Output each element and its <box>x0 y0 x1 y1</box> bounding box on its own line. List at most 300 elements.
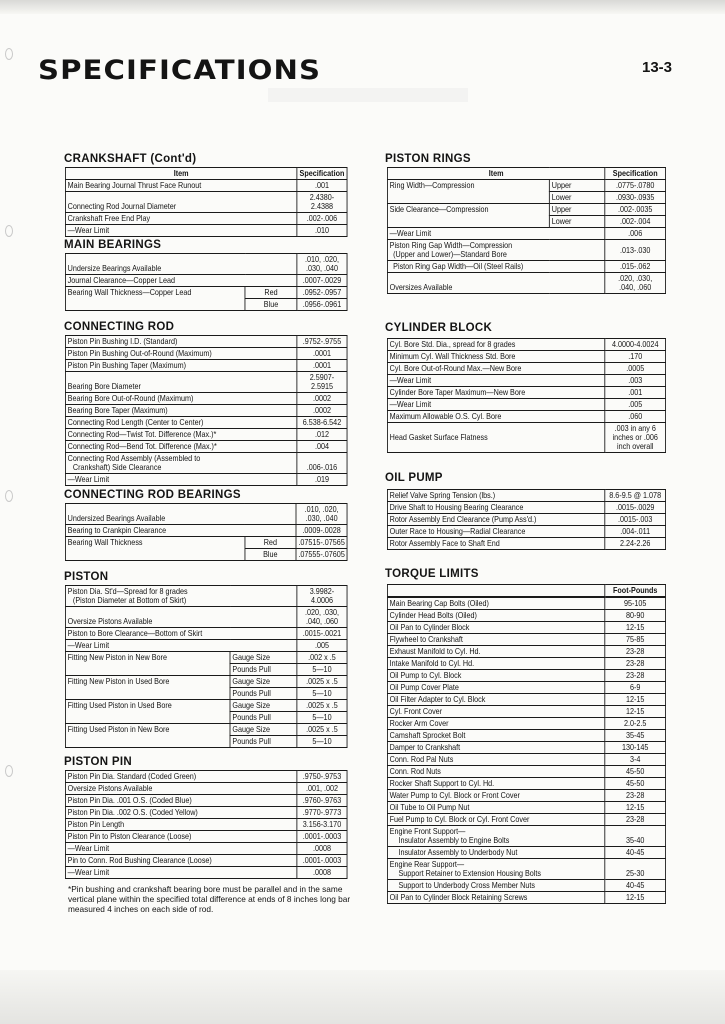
table-row <box>65 628 347 640</box>
spec-cell: 40-45 <box>605 847 666 859</box>
table-row <box>387 646 665 658</box>
item-cell: —Wear Limit <box>387 375 604 387</box>
spec-cell: .0001-.0003 <box>297 831 347 843</box>
table-row <box>65 429 347 441</box>
spec-cell: .0025 x .5 <box>297 700 347 712</box>
binder-hole-mark <box>5 225 13 237</box>
spec-cell: 3.9982-4.0006 <box>297 586 347 607</box>
page-number: 13-3 <box>642 59 673 76</box>
item-cell: Piston Pin Bushing Taper (Maximum) <box>65 360 296 372</box>
torque-limits-table <box>387 584 666 904</box>
item-cell: Piston Pin Bushing Out-of-Round (Maximum) <box>65 348 296 360</box>
table-row <box>387 670 665 682</box>
table-row <box>387 538 665 550</box>
column-header-specification: Specification <box>297 168 347 180</box>
spec-cell: .9760-.9763 <box>297 795 347 807</box>
item-cell: Piston Pin Bushing I.D. (Standard) <box>65 336 296 348</box>
spec-cell: .001 <box>605 387 666 399</box>
column-header-specification: Specification <box>605 168 666 180</box>
item-cell: Support to Underbody Cross Member Nuts <box>387 880 604 892</box>
table-row <box>65 700 347 712</box>
table-row <box>65 607 347 628</box>
table-row <box>65 441 347 453</box>
item-cell <box>387 826 604 847</box>
spec-cell: 12-15 <box>605 706 666 718</box>
spec-cell: 23-28 <box>605 670 666 682</box>
spec-cell: 12-15 <box>605 622 666 634</box>
item-cell: Undersized Bearings Available <box>65 504 296 525</box>
spec-cell: 75-85 <box>605 634 666 646</box>
spec-line: inches or .006 <box>612 433 658 442</box>
spec-cell: .9752-.9755 <box>297 336 347 348</box>
spec-cell: .0001 <box>297 348 347 360</box>
item-cell: Connecting Rod—Twist Tot. Difference (Max.)* <box>65 429 296 441</box>
spec-cell: .0008 <box>297 843 347 855</box>
spec-cell: .006-.016 <box>297 453 347 474</box>
table-row <box>65 586 347 607</box>
item-line: Engine Rear Support— <box>389 860 465 869</box>
spec-cell <box>296 504 347 525</box>
crankshaft-table <box>65 167 347 237</box>
spec-cell: 35-40 <box>605 826 666 847</box>
table-row <box>65 855 347 867</box>
table-header-row <box>387 585 665 598</box>
column-header-foot-pounds: Foot-Pounds <box>605 585 666 598</box>
item-line: Insulator Assembly to Engine Bolts <box>398 836 510 845</box>
spec-cell: .9750-.9753 <box>297 771 347 783</box>
sub-label-cell: Gauge Size <box>230 724 297 736</box>
item-cell <box>387 240 604 261</box>
table-row <box>65 180 347 192</box>
connecting-rod-table <box>65 335 347 486</box>
table-row <box>65 453 347 474</box>
table-row <box>65 417 347 429</box>
table-row <box>387 363 665 375</box>
sub-label-cell: Pounds Pull <box>230 736 297 748</box>
item-cell <box>65 586 296 607</box>
spec-cell: .0775-.0780 <box>605 180 666 192</box>
item-cell: Fitting New Piston in New Bore <box>65 652 230 676</box>
spec-cell: .0001-.0003 <box>297 855 347 867</box>
spec-cell: .0015-.0021 <box>297 628 347 640</box>
piston-title: PISTON <box>64 571 109 583</box>
item-cell: —Wear Limit <box>387 228 604 240</box>
spec-cell: .9770-.9773 <box>297 807 347 819</box>
spec-cell: 23-28 <box>605 646 666 658</box>
spec-line: .010, .020, <box>304 255 339 264</box>
spec-line: inch overall <box>616 442 654 451</box>
item-cell: Cyl. Front Cover <box>387 706 604 718</box>
column-header-blank <box>387 585 604 598</box>
table-row <box>387 880 665 892</box>
table-row <box>65 819 347 831</box>
spec-cell: .07515-.07565 <box>296 537 347 549</box>
item-cell: Connecting Rod Journal Diameter <box>65 192 296 213</box>
table-row <box>65 504 347 525</box>
spec-cell: .004-.011 <box>605 526 666 538</box>
spec-cell: 23-28 <box>605 790 666 802</box>
table-header-row <box>387 168 665 180</box>
table-row <box>387 658 665 670</box>
sub-label-cell: Lower <box>550 192 605 204</box>
item-cell: Conn. Rod Nuts <box>387 766 604 778</box>
connecting-rod-bearings-title: CONNECTING ROD BEARINGS <box>64 489 241 501</box>
spec-cell: .07555-.07605 <box>296 549 347 561</box>
piston-pin-table <box>65 770 347 879</box>
item-line: Piston Dia. St'd—Spread for 8 grades <box>67 587 188 596</box>
item-cell: Piston Pin Dia. Standard (Coded Green) <box>65 771 296 783</box>
item-cell: Piston Ring Gap Width—Oil (Steel Rails) <box>387 261 604 273</box>
item-line: Piston Ring Gap Width—Compression <box>389 241 513 250</box>
spec-cell <box>297 607 347 628</box>
item-cell: Relief Valve Spring Tension (lbs.) <box>387 490 604 502</box>
spec-cell: 23-28 <box>605 814 666 826</box>
sub-label-cell: Blue <box>245 299 297 311</box>
item-cell: Oil Pump Cover Plate <box>387 682 604 694</box>
spec-cell: 12-15 <box>605 694 666 706</box>
table-row <box>387 490 665 502</box>
spec-cell: 5—10 <box>297 688 347 700</box>
item-cell: Fitting Used Piston in New Bore <box>65 724 230 748</box>
sub-label-cell: Red <box>245 287 297 299</box>
table-row <box>65 795 347 807</box>
table-row <box>65 225 347 237</box>
item-cell: Oversize Pistons Available <box>65 783 296 795</box>
table-row <box>65 405 347 417</box>
spec-cell: 95-105 <box>605 597 666 610</box>
table-row <box>65 724 347 736</box>
table-row <box>387 706 665 718</box>
item-cell: Bearing Bore Diameter <box>65 372 296 393</box>
cylinder-block-table <box>387 338 666 453</box>
scan-edge-top <box>0 0 725 14</box>
item-cell: Oversize Pistons Available <box>65 607 296 628</box>
table-row <box>65 254 347 275</box>
spec-cell: 12-15 <box>605 802 666 814</box>
scan-edge-bottom <box>0 970 725 1024</box>
spec-cell: .0025 x .5 <box>297 724 347 736</box>
table-row <box>65 831 347 843</box>
spec-cell: 45-50 <box>605 766 666 778</box>
bleed-through-shadow <box>268 88 468 102</box>
spec-cell <box>605 273 666 294</box>
item-cell: —Wear Limit <box>65 867 296 879</box>
table-row <box>387 339 665 351</box>
spec-cell: .013-.030 <box>605 240 666 261</box>
item-line: Crankshaft) Side Clearance <box>72 463 162 472</box>
table-row <box>387 859 665 880</box>
footnote: *Pin bushing and crankshaft bearing bore must be parallel and in the same vertical plane within the specified total difference at ends of 8 inches long bar measured 4 inches on each side of rod. <box>68 884 351 914</box>
spec-cell: .0956-.0961 <box>297 299 347 311</box>
table-row <box>65 867 347 879</box>
spec-cell: .012 <box>297 429 347 441</box>
table-row <box>387 351 665 363</box>
item-cell: Rocker Arm Cover <box>387 718 604 730</box>
table-row <box>387 375 665 387</box>
spec-cell: 25-30 <box>605 859 666 880</box>
spec-cell: .004 <box>297 441 347 453</box>
table-row <box>387 742 665 754</box>
item-cell: Journal Clearance—Copper Lead <box>65 275 296 287</box>
table-row <box>387 802 665 814</box>
spec-cell: 2.4380-2.4388 <box>297 192 347 213</box>
item-line: (Upper and Lower)—Standard Bore <box>393 250 507 259</box>
main-bearings-title: MAIN BEARINGS <box>64 239 162 251</box>
item-cell: Maximum Allowable O.S. Cyl. Bore <box>387 411 604 423</box>
spec-line: .020, .030, <box>304 608 339 617</box>
spec-cell: 35-45 <box>605 730 666 742</box>
table-row <box>387 514 665 526</box>
table-row <box>65 676 347 688</box>
item-cell: Rotor Assembly End Clearance (Pump Ass'd.) <box>387 514 604 526</box>
table-row <box>65 348 347 360</box>
spec-line: .010, .020, <box>304 505 339 514</box>
table-row <box>387 610 665 622</box>
spec-line: .040, .060 <box>619 283 652 292</box>
table-row <box>65 525 347 537</box>
item-cell: Cylinder Head Bolts (Oiled) <box>387 610 604 622</box>
spec-cell: .0008 <box>297 867 347 879</box>
table-row <box>65 537 347 549</box>
spec-cell: 40-45 <box>605 880 666 892</box>
item-cell: Piston to Bore Clearance—Bottom of Skirt <box>65 628 296 640</box>
item-cell: Rotor Assembly Face to Shaft End <box>387 538 604 550</box>
table-row <box>387 718 665 730</box>
piston-rings-title: PISTON RINGS <box>385 153 471 165</box>
spec-cell: .002-.0035 <box>605 204 666 216</box>
table-row <box>387 778 665 790</box>
sub-label-cell: Gauge Size <box>230 652 297 664</box>
item-cell: —Wear Limit <box>65 225 296 237</box>
item-cell <box>65 453 296 474</box>
item-line: Engine Front Support— <box>389 827 466 836</box>
item-cell: Intake Manifold to Cyl. Hd. <box>387 658 604 670</box>
item-cell: Cylinder Bore Taper Maximum—New Bore <box>387 387 604 399</box>
sub-label-cell: Gauge Size <box>230 676 297 688</box>
table-row <box>65 192 347 213</box>
table-row <box>387 730 665 742</box>
item-line: Connecting Rod Assembly (Assembled to <box>67 454 201 463</box>
item-cell: Piston Pin to Piston Clearance (Loose) <box>65 831 296 843</box>
spec-cell: .0015-.003 <box>605 514 666 526</box>
table-row <box>65 771 347 783</box>
item-cell: Fitting Used Piston in Used Bore <box>65 700 230 724</box>
item-cell: Piston Pin Length <box>65 819 296 831</box>
item-cell: —Wear Limit <box>387 399 604 411</box>
spec-cell: 2.0-2.5 <box>605 718 666 730</box>
item-cell: Bearing Wall Thickness <box>65 537 244 561</box>
table-row <box>387 423 665 453</box>
table-row <box>387 526 665 538</box>
table-row <box>65 393 347 405</box>
binder-hole-mark <box>5 490 13 502</box>
connecting-rod-bearings-table <box>65 503 347 561</box>
spec-cell: .003 <box>605 375 666 387</box>
table-row <box>65 807 347 819</box>
spec-cell: 6-9 <box>605 682 666 694</box>
table-row <box>387 790 665 802</box>
spec-cell: 3-4 <box>605 754 666 766</box>
table-row <box>65 213 347 225</box>
oil-pump-title: OIL PUMP <box>385 472 443 484</box>
item-cell: Fitting New Piston in Used Bore <box>65 676 230 700</box>
item-cell: Bearing Bore Taper (Maximum) <box>65 405 296 417</box>
item-cell: Piston Pin Dia. .001 O.S. (Coded Blue) <box>65 795 296 807</box>
table-row <box>387 411 665 423</box>
piston-table <box>65 585 347 748</box>
item-cell: Pin to Conn. Rod Bushing Clearance (Loose) <box>65 855 296 867</box>
spec-cell: 12-15 <box>605 892 666 904</box>
cylinder-block-title: CYLINDER BLOCK <box>385 322 493 334</box>
item-cell: Ring Width—Compression <box>387 180 549 204</box>
table-row <box>65 474 347 486</box>
item-cell: Main Bearing Journal Thrust Face Runout <box>65 180 296 192</box>
table-header-row <box>65 168 347 180</box>
item-cell: —Wear Limit <box>65 474 296 486</box>
binder-hole-mark <box>5 48 13 60</box>
item-cell: Oil Pan to Cylinder Block <box>387 622 604 634</box>
spec-cell: .0025 x .5 <box>297 676 347 688</box>
table-row <box>65 783 347 795</box>
spec-cell: .010 <box>297 225 347 237</box>
spec-line: .030, .040 <box>305 264 338 273</box>
spec-cell: .001 <box>297 180 347 192</box>
item-cell: Insulator Assembly to Underbody Nut <box>387 847 604 859</box>
spec-cell: .015-.062 <box>605 261 666 273</box>
table-row <box>387 634 665 646</box>
spec-cell: .170 <box>605 351 666 363</box>
table-row <box>387 682 665 694</box>
item-cell: Crankshaft Free End Play <box>65 213 296 225</box>
sub-label-cell: Red <box>245 537 297 549</box>
item-cell: Oil Filter Adapter to Cyl. Block <box>387 694 604 706</box>
item-cell: Connecting Rod—Bend Tot. Difference (Max.)* <box>65 441 296 453</box>
sub-label-cell: Upper <box>550 180 605 192</box>
item-cell: Fuel Pump to Cyl. Block or Cyl. Front Cover <box>387 814 604 826</box>
oil-pump-table <box>387 489 666 550</box>
item-cell: Oil Tube to Oil Pump Nut <box>387 802 604 814</box>
spec-cell: .002 x .5 <box>297 652 347 664</box>
sub-label-cell: Blue <box>245 549 297 561</box>
spec-cell: .006 <box>605 228 666 240</box>
table-row <box>387 826 665 847</box>
spec-cell: .019 <box>297 474 347 486</box>
table-row <box>387 502 665 514</box>
spec-cell: .0952-.0957 <box>297 287 347 299</box>
table-row <box>65 640 347 652</box>
spec-cell: .005 <box>605 399 666 411</box>
item-cell: Cyl. Bore Std. Dia., spread for 8 grades <box>387 339 604 351</box>
item-cell: Side Clearance—Compression <box>387 204 549 228</box>
spec-cell: .0005 <box>605 363 666 375</box>
table-row <box>387 399 665 411</box>
piston-rings-table <box>387 167 666 294</box>
table-row <box>65 372 347 393</box>
column-header-item: Item <box>65 168 296 180</box>
item-cell: Oil Pump to Cyl. Block <box>387 670 604 682</box>
connecting-rod-title: CONNECTING ROD <box>64 321 175 333</box>
item-line: (Piston Diameter at Bottom of Skirt) <box>72 596 187 605</box>
item-cell: Head Gasket Surface Flatness <box>387 423 604 453</box>
spec-cell <box>605 423 666 453</box>
item-cell: Bearing Bore Out-of-Round (Maximum) <box>65 393 296 405</box>
item-cell: Flywheel to Crankshaft <box>387 634 604 646</box>
spec-cell: 5—10 <box>297 712 347 724</box>
table-row <box>387 892 665 904</box>
table-row <box>65 843 347 855</box>
item-cell: Minimum Cyl. Wall Thickness Std. Bore <box>387 351 604 363</box>
spec-cell: 4.0000-4.0024 <box>605 339 666 351</box>
item-cell: Piston Pin Dia. .002 O.S. (Coded Yellow) <box>65 807 296 819</box>
table-row <box>65 336 347 348</box>
spec-cell: 5—10 <box>297 664 347 676</box>
item-cell: Connecting Rod Length (Center to Center) <box>65 417 296 429</box>
spec-cell: .001, .002 <box>297 783 347 795</box>
spec-cell: .0002 <box>297 393 347 405</box>
table-row <box>387 847 665 859</box>
item-cell: Outer Race to Housing—Radial Clearance <box>387 526 604 538</box>
sub-label-cell: Upper <box>550 204 605 216</box>
sub-label-cell: Pounds Pull <box>230 664 297 676</box>
spec-cell: 5—10 <box>297 736 347 748</box>
spec-cell: 45-50 <box>605 778 666 790</box>
torque-limits-title: TORQUE LIMITS <box>385 568 479 580</box>
spec-cell: 8.6-9.5 @ 1.078 <box>605 490 666 502</box>
item-cell: —Wear Limit <box>65 843 296 855</box>
spec-cell: 2.24-2.26 <box>605 538 666 550</box>
spec-cell: .002-.004 <box>605 216 666 228</box>
spec-cell: .005 <box>297 640 347 652</box>
table-row <box>387 228 665 240</box>
sub-label-cell: Gauge Size <box>230 700 297 712</box>
sub-label-cell: Pounds Pull <box>230 712 297 724</box>
item-cell: Drive Shaft to Housing Bearing Clearance <box>387 502 604 514</box>
spec-line: .020, .030, <box>618 274 653 283</box>
item-cell: Cyl. Bore Out-of-Round Max.—New Bore <box>387 363 604 375</box>
table-row <box>387 622 665 634</box>
spec-cell: .060 <box>605 411 666 423</box>
item-cell: Exhaust Manifold to Cyl. Hd. <box>387 646 604 658</box>
spec-cell: 6.538-6.542 <box>297 417 347 429</box>
sub-label-cell: Lower <box>550 216 605 228</box>
table-row <box>387 180 665 192</box>
spec-cell: .0002 <box>297 405 347 417</box>
item-cell: Damper to Crankshaft <box>387 742 604 754</box>
crankshaft-title: CRANKSHAFT (Cont'd) <box>64 153 197 165</box>
spec-cell <box>297 254 347 275</box>
table-row <box>387 597 665 610</box>
column-header-item: Item <box>387 168 604 180</box>
spec-cell: .0001 <box>297 360 347 372</box>
binder-hole-mark <box>5 765 13 777</box>
spec-cell: 23-28 <box>605 658 666 670</box>
main-bearings-table <box>65 253 347 311</box>
item-cell: Undersize Bearings Available <box>65 254 296 275</box>
item-cell: Oversizes Available <box>387 273 604 294</box>
sub-label-cell: Pounds Pull <box>230 688 297 700</box>
table-row <box>387 754 665 766</box>
item-cell: Camshaft Sprocket Bolt <box>387 730 604 742</box>
spec-cell: 2.5907-2.5915 <box>297 372 347 393</box>
spec-cell: .0015-.0029 <box>605 502 666 514</box>
item-line: Support Retainer to Extension Housing Bolts <box>398 869 542 878</box>
spec-cell: .0007-.0029 <box>297 275 347 287</box>
item-cell: Bearing Wall Thickness—Copper Lead <box>65 287 245 311</box>
spec-line: .030, .040 <box>305 514 338 523</box>
spec-cell: .0009-.0028 <box>296 525 347 537</box>
table-row <box>387 387 665 399</box>
spec-cell: 130-145 <box>605 742 666 754</box>
